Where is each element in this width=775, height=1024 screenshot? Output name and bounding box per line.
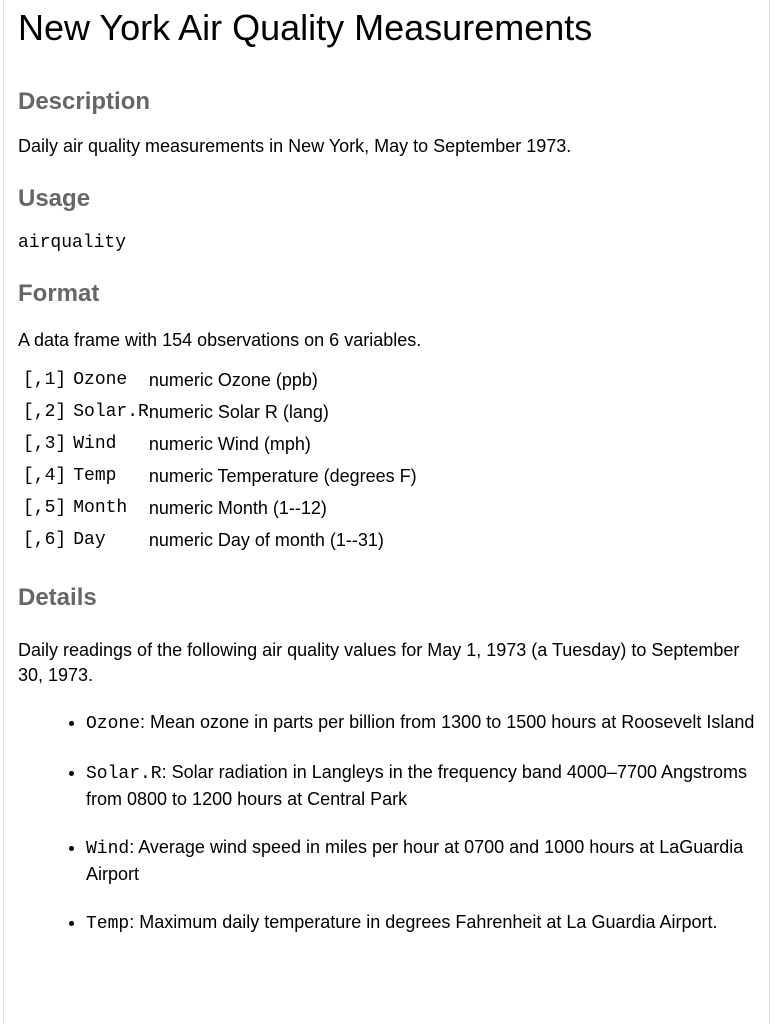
variable-description: numeric Temperature (degrees F) bbox=[148, 466, 417, 486]
format-text: A data frame with 154 observations on 6 variables. bbox=[18, 330, 422, 350]
details-text: Daily readings of the following air quality values for May 1, 1973 (a Tuesday) to September 30, 1973. bbox=[18, 640, 740, 685]
item-text: : Average wind speed in miles per hour at 0700 and 1000 hours at LaGuardia Airport bbox=[86, 837, 744, 884]
variable-name: Solar.R bbox=[73, 402, 149, 422]
variable-code: Solar.R bbox=[86, 764, 162, 784]
variable-description: numeric Day of month (1--31) bbox=[148, 530, 384, 550]
variable-name: Temp bbox=[73, 466, 117, 486]
table-row bbox=[23, 396, 417, 428]
column-index: [,5] bbox=[23, 498, 67, 518]
column-index: [,1] bbox=[23, 370, 67, 390]
variable-description: numeric Ozone (ppb) bbox=[148, 370, 318, 390]
column-index: [,4] bbox=[23, 466, 67, 486]
list-item bbox=[86, 710, 755, 737]
table-row bbox=[23, 524, 417, 556]
table-row bbox=[23, 364, 417, 396]
variable-description: numeric Wind (mph) bbox=[148, 434, 311, 454]
table-row bbox=[23, 492, 417, 524]
table-row bbox=[23, 460, 417, 492]
details-heading: Details bbox=[18, 584, 97, 611]
help-page bbox=[3, 0, 770, 1024]
column-index: [,3] bbox=[23, 434, 67, 454]
usage-heading: Usage bbox=[18, 185, 91, 212]
variable-name: Day bbox=[73, 530, 106, 550]
variable-name: Month bbox=[73, 498, 128, 518]
column-index: [,2] bbox=[23, 402, 67, 422]
list-item bbox=[86, 835, 755, 887]
description-heading: Description bbox=[18, 88, 151, 115]
column-index: [,6] bbox=[23, 530, 67, 550]
list-item bbox=[86, 760, 755, 812]
format-table bbox=[23, 364, 417, 556]
page-title: New York Air Quality Measurements bbox=[18, 7, 593, 48]
usage-code: airquality bbox=[18, 233, 127, 253]
variable-description: numeric Month (1--12) bbox=[148, 498, 327, 518]
variable-name: Ozone bbox=[73, 370, 128, 390]
details-list bbox=[18, 710, 755, 937]
list-item bbox=[86, 910, 755, 937]
variable-description: numeric Solar R (lang) bbox=[148, 402, 329, 422]
variable-code: Wind bbox=[86, 839, 130, 859]
format-heading: Format bbox=[18, 280, 100, 307]
item-text: : Mean ozone in parts per billion from 1300 to 1500 hours at Roosevelt Island bbox=[140, 712, 755, 732]
item-text: : Maximum daily temperature in degrees Fahrenheit at La Guardia Airport. bbox=[129, 912, 718, 932]
variable-code: Ozone bbox=[86, 714, 141, 734]
variable-code: Temp bbox=[86, 914, 130, 934]
variable-name: Wind bbox=[73, 434, 117, 454]
table-row bbox=[23, 428, 417, 460]
description-text: Daily air quality measurements in New York, May to September 1973. bbox=[18, 136, 572, 156]
item-text: : Solar radiation in Langleys in the frequency band 4000–7700 Angstroms from 0800 to 1200 hours at Central Park bbox=[86, 762, 748, 809]
